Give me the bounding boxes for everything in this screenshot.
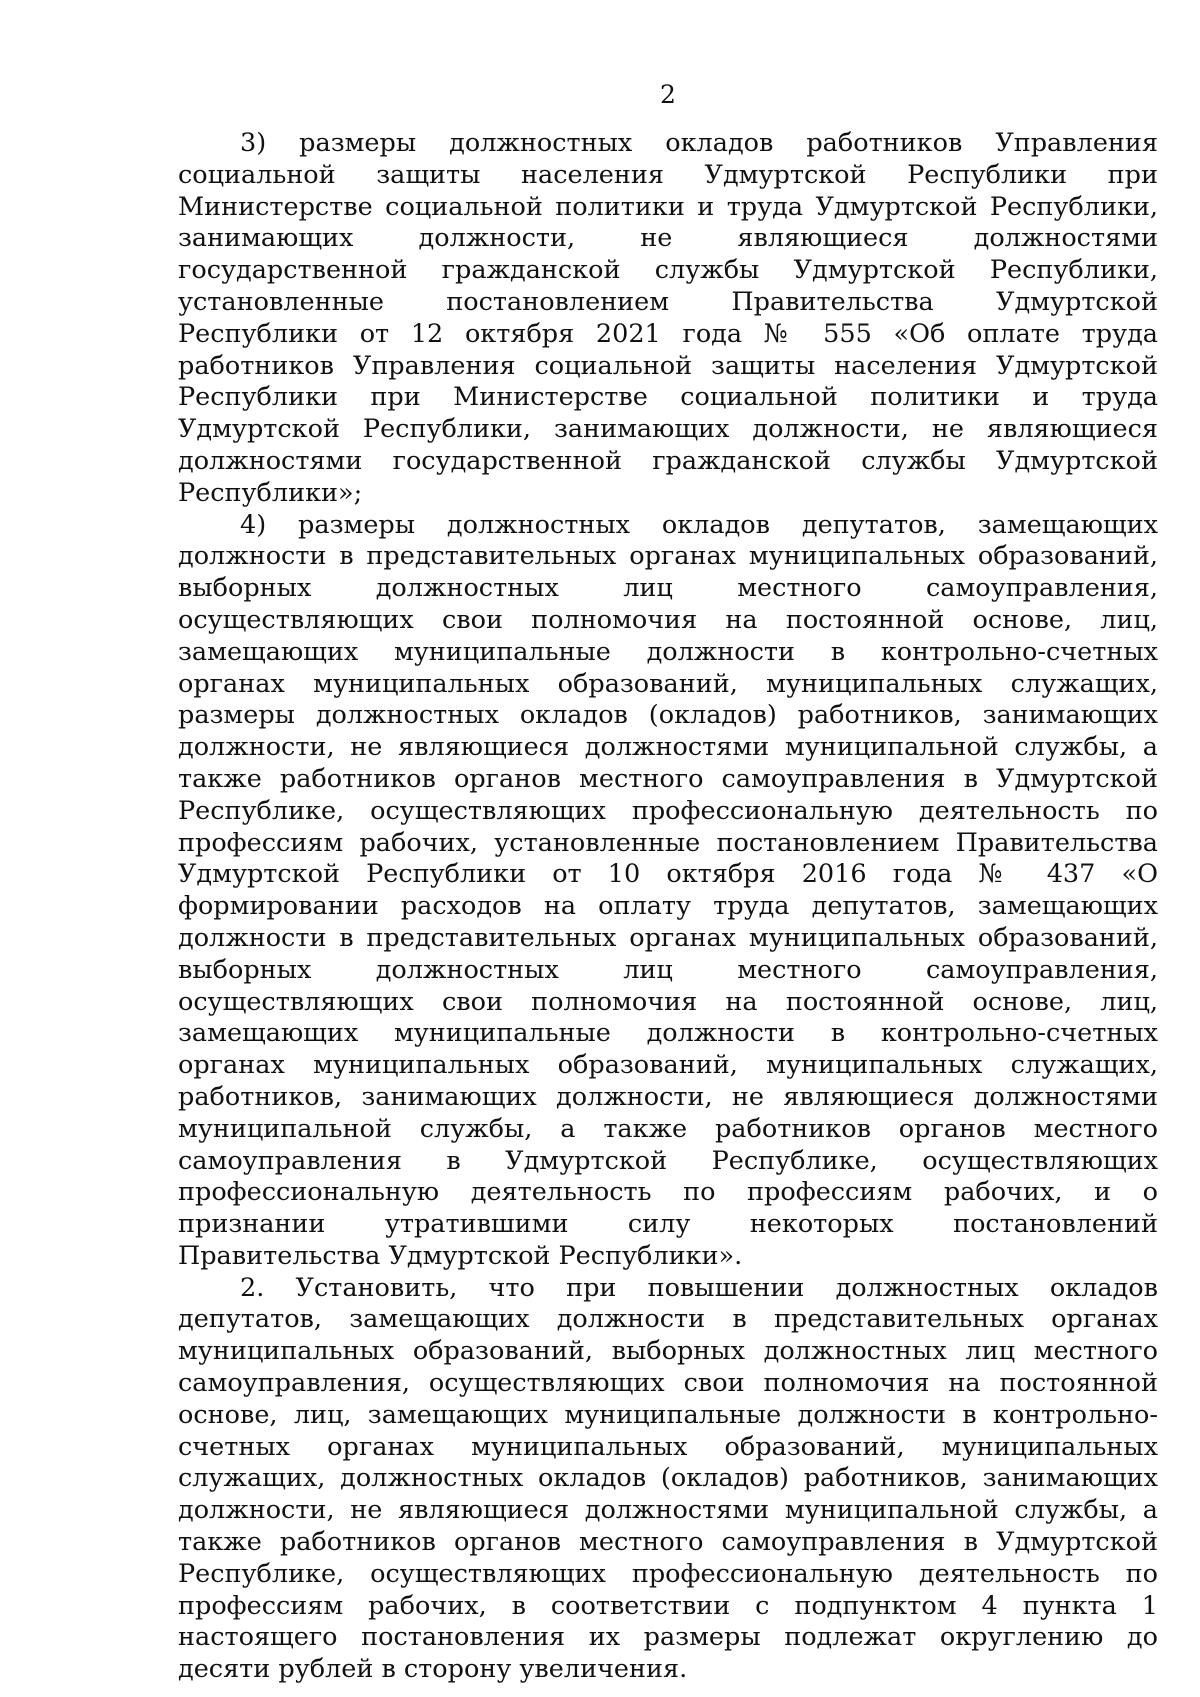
paragraph-item-4: 4) размеры должностных окладов депутатов, замещающих должности в представительных органах муниципальных образований, выборных должностных лиц местного самоуправления, осуществляющих свои полномочия на постоянной основе, лиц, замещающих муниципальные должности в контрольно-счетных органах муниципальных образований, муниципальных служащих, размеры должностных окладов (окладов) работников, занимающих должности, не являющиеся должностями муниципальной службы, а также работников органов местного самоуправления в Удмуртской Республике, осуществляющих профессиональную деятельность по профессиям рабочих, установленные постановлением Правительства Удмуртской Республики от 10 октября 2016 года № 437 «О формировании расходов на оплату труда депутатов, замещающих должности в представительных органах муниципальных образований, выборных должностных лиц местного самоуправления, осуществляющих свои полномочия на постоянной основе, лиц, замещающих муниципальные должности в контрольно-счетных органах муниципальных образований, муниципальных служащих, работников, занимающих должности, не являющиеся должностями муниципальной службы, а также работников органов местного самоуправления в Удмуртской Республике, осуществляющих профессиональную деятельность по профессиям рабочих, и о признании утратившими силу некоторых постановлений Правительства Удмуртской Республики». xyxy=(178,509,1158,1271)
page-number: 2 xyxy=(660,80,676,109)
document-body xyxy=(178,128,1158,1686)
paragraph-clause-2: 2. Установить, что при повышении должностных окладов депутатов, замещающих должности в представительных органах муниципальных образований, выборных должностных лиц местного самоуправления, осуществляющих свои полномочия на постоянной основе, лиц, замещающих муниципальные должности в контрольно-счетных органах муниципальных образований, муниципальных служащих, должностных окладов (окладов) работников, занимающих должности, не являющиеся должностями муниципальной службы, а также работников органов местного самоуправления в Удмуртской Республике, осуществляющих профессиональную деятельность по профессиям рабочих, в соответствии с подпунктом 4 пункта 1 настоящего постановления их размеры подлежат округлению до десяти рублей в сторону увеличения. xyxy=(178,1272,1158,1685)
paragraph-item-3: 3) размеры должностных окладов работников Управления социальной защиты населения Удмуртской Республики при Министерстве социальной политики и труда Удмуртской Республики, занимающих должности, не являющиеся должностями государственной гражданской службы Удмуртской Республики, установленные постановлением Правительства Удмуртской Республики от 12 октября 2021 года № 555 «Об оплате труда работников Управления социальной защиты населения Удмуртской Республики при Министерстве социальной политики и труда Удмуртской Республики, занимающих должности, не являющиеся должностями государственной гражданской службы Удмуртской Республики»; xyxy=(178,128,1158,508)
